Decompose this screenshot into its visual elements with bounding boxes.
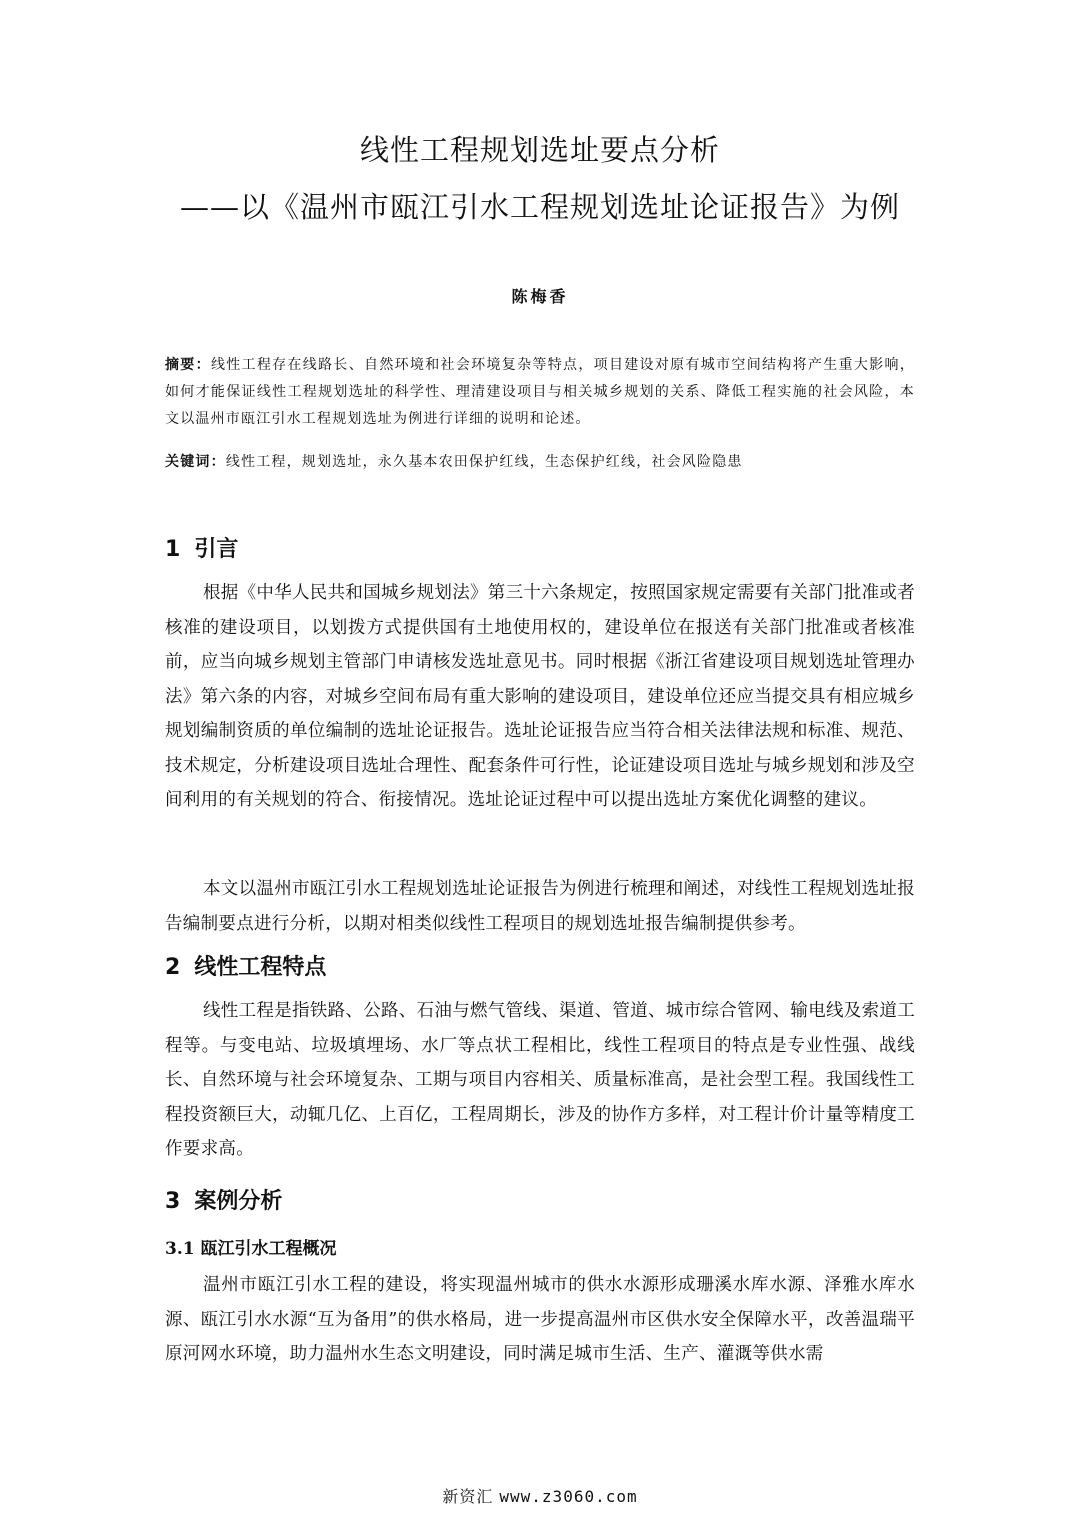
section-2-paragraph-1: 线性工程是指铁路、公路、石油与燃气管线、渠道、管道、城市综合管网、输电线及索道工程等。与变电站、垃圾填埋场、水厂等点状工程相比，线性工程项目的特点是专业性强、战线长、自然环境与社会环境复杂、工期与项目内容相关、质量标准高，是社会型工程。我国线性工程投资额巨大，动辄几亿、上百亿，工程周期长，涉及的协作方多样，对工程计价计量等精度工作要求高。 (165, 1001, 915, 1159)
paper-title: 线性工程规划选址要点分析 (359, 133, 720, 167)
keywords-label: 关键词： (165, 454, 226, 470)
section-title: 引言 (194, 537, 239, 562)
keywords-text: 线性工程，规划选址，永久基本农田保护红线，生态保护红线，社会风险隐患 (225, 454, 743, 470)
abstract-text: 线性工程存在线路长、自然环境和社会环境复杂等特点，项目建设对原有城市空间结构将产生重大影响，如何才能保证线性工程规划选址的科学性、理清建设项目与相关城乡规划的关系、降低工程实施的社会风险，本文以温州市瓯江引水工程规划选址为例进行详细的说明和论述。 (165, 357, 915, 427)
section-1-paragraph-1: 根据《中华人民共和国城乡规划法》第三十六条规定，按照国家规定需要有关部门批准或者核准的建设项目，以划拨方式提供国有土地使用权的，建设单位在报送有关部门批准或者核准前，应当向城乡规划主管部门申请核发选址意见书。同时根据《浙江省建设项目规划选址管理办法》第六条的内容，对城乡空间布局有重大影响的建设项目，建设单位还应当提交具有相应城乡规划编制资质的单位编制的选址论证报告。选址论证报告应当符合相关法律法规和标准、规范、技术规定，分析建设项目选址合理性、配套条件可行性，论证建设项目选址与城乡规划和涉及空间利用的有关规划的符合、衔接情况。选址论证过程中可以提出选址方案优化调整的建议。 (165, 583, 915, 810)
subsection-3-1-paragraph-1: 温州市瓯江引水工程的建设，将实现温州城市的供水水源形成珊溪水库水源、泽雅水库水源、瓯江引水水源“互为备用”的供水格局，进一步提高温州市区供水安全保障水平，改善温瑞平原河网水环境，助力温州水生态文明建设，同时满足城市生活、生产、灌溉等供水需 (165, 1275, 915, 1364)
abstract-label: 摘要： (165, 357, 211, 373)
section-number: 3 (165, 1189, 181, 1214)
section-heading-2 (165, 953, 326, 983)
section-heading-1 (165, 535, 238, 565)
footer-watermark (0, 1484, 1080, 1507)
footer-url[interactable]: www.z3060.com (499, 1487, 638, 1506)
section-number: 1 (165, 537, 181, 562)
subsection-title: 瓯江引水工程概况 (200, 1239, 337, 1259)
section-1-paragraph-2: 本文以温州市瓯江引水工程规划选址论证报告为例进行梳理和阐述，对线性工程规划选址报告编制要点进行分析，以期对相类似线性工程项目的规划选址报告编制提供参考。 (165, 879, 915, 934)
section-number: 2 (165, 955, 181, 980)
subsection-heading-3-1 (165, 1236, 337, 1262)
footer-site-name: 新资汇 (442, 1487, 494, 1506)
section-heading-3 (165, 1187, 282, 1217)
abstract (165, 352, 915, 433)
author-name: 陈梅香 (511, 287, 569, 306)
section-title: 线性工程特点 (194, 955, 327, 980)
subsection-number: 3.1 (165, 1239, 195, 1259)
keywords (165, 449, 915, 476)
paper-subtitle: ——以《温州市瓯江引水工程规划选址论证报告》为例 (179, 190, 900, 224)
section-title: 案例分析 (194, 1189, 283, 1214)
